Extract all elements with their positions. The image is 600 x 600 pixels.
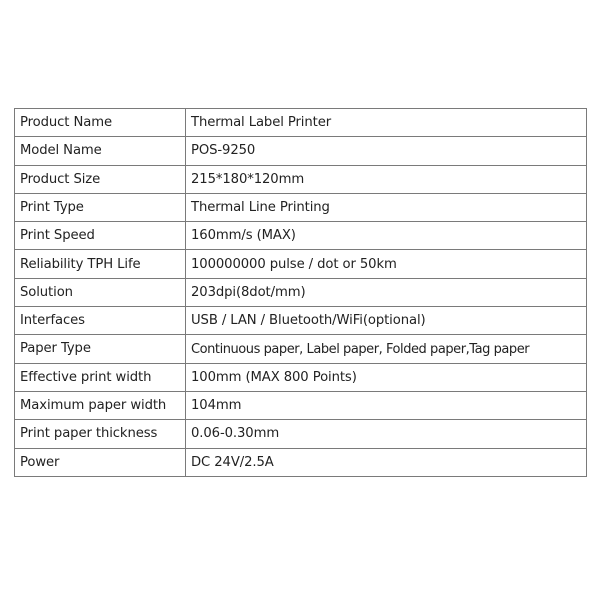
spec-value: 100mm (MAX 800 Points): [186, 363, 587, 391]
spec-value: Thermal Label Printer: [186, 109, 587, 137]
spec-label: Print paper thickness: [15, 420, 186, 448]
table-row: [15, 278, 587, 306]
spec-value: 203dpi(8dot/mm): [186, 278, 587, 306]
spec-label: Product Size: [15, 165, 186, 193]
spec-value: USB / LAN / Bluetooth/WiFi(optional): [186, 307, 587, 335]
spec-label: Solution: [15, 278, 186, 306]
table-row: [15, 307, 587, 335]
spec-value: 104mm: [186, 391, 587, 419]
table-row: [15, 109, 587, 137]
table-row: [15, 335, 587, 363]
table-row: [15, 137, 587, 165]
spec-value: 215*180*120mm: [186, 165, 587, 193]
table-row: [15, 391, 587, 419]
table-row: [15, 448, 587, 476]
spec-label: Paper Type: [15, 335, 186, 363]
table-row: [15, 222, 587, 250]
spec-label: Power: [15, 448, 186, 476]
spec-label: Reliability TPH Life: [15, 250, 186, 278]
spec-value: 160mm/s (MAX): [186, 222, 587, 250]
table-row: [15, 165, 587, 193]
table-row: [15, 363, 587, 391]
spec-label: Model Name: [15, 137, 186, 165]
spec-value: 0.06-0.30mm: [186, 420, 587, 448]
spec-table: [14, 108, 587, 477]
spec-value: POS-9250: [186, 137, 587, 165]
table-row: [15, 250, 587, 278]
spec-label: Print Type: [15, 193, 186, 221]
spec-label: Effective print width: [15, 363, 186, 391]
spec-value: Continuous paper, Label paper, Folded paper,Tag paper: [186, 335, 587, 363]
table-row: [15, 193, 587, 221]
table-row: [15, 420, 587, 448]
spec-label: Interfaces: [15, 307, 186, 335]
spec-label: Print Speed: [15, 222, 186, 250]
spec-value: DC 24V/2.5A: [186, 448, 587, 476]
spec-label: Maximum paper width: [15, 391, 186, 419]
spec-value: Thermal Line Printing: [186, 193, 587, 221]
spec-label: Product Name: [15, 109, 186, 137]
spec-value: 100000000 pulse / dot or 50km: [186, 250, 587, 278]
